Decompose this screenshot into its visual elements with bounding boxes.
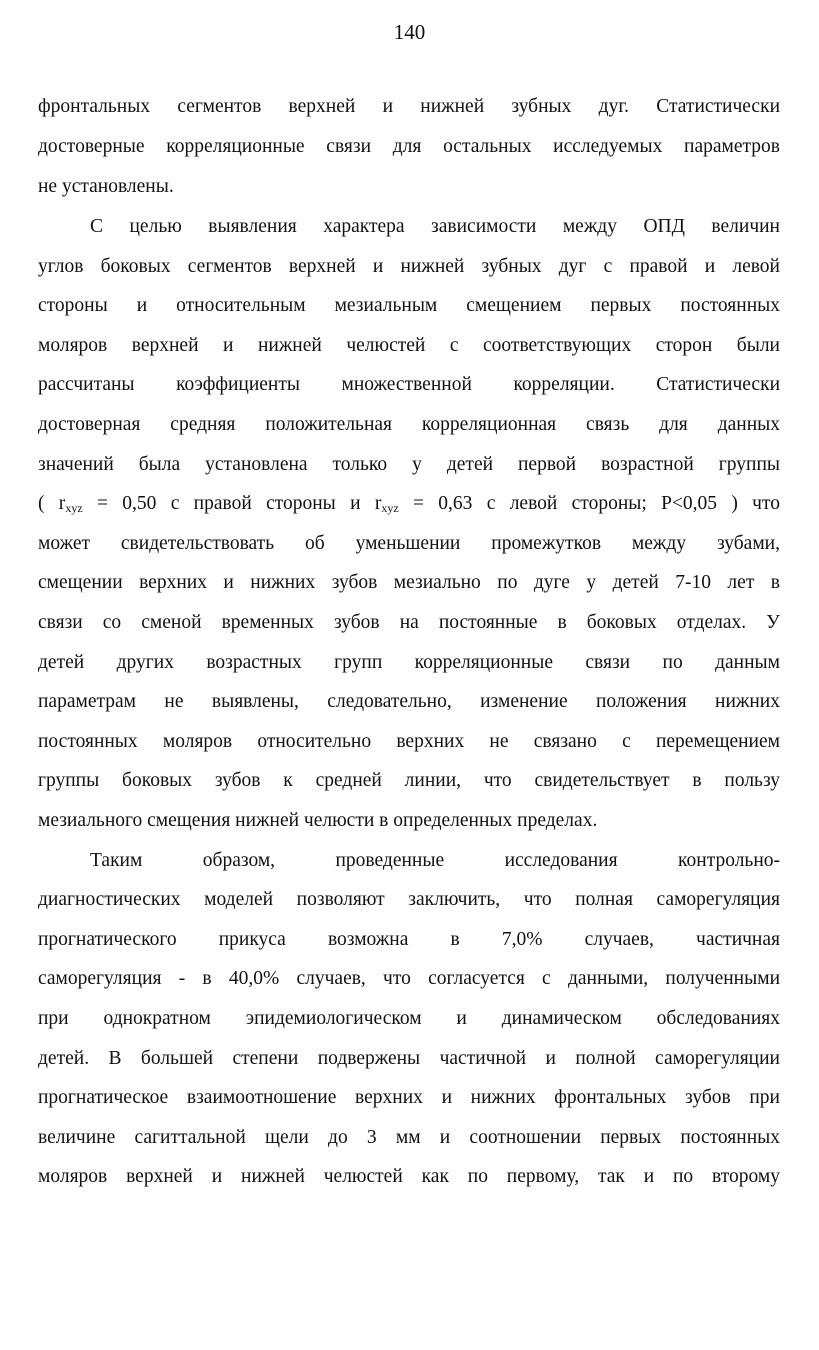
formula-line (38, 491, 780, 517)
text-line: мезиального смещения нижней челюсти в определенных пределах. (38, 810, 598, 831)
text-line: фронтальных сегментов верхней и нижней зубных дуг. Статистически (38, 96, 780, 117)
text-line: Таким образом, проведенные исследования контрольно- (90, 850, 780, 871)
text-line: значений была установлена только у детей первой возрастной группы (38, 454, 780, 475)
text-line: смещении верхних и нижних зубов мезиально по дуге у детей 7-10 лет в (38, 572, 780, 593)
text-line: достоверные корреляционные связи для остальных исследуемых параметров (38, 136, 780, 157)
text-line: детей других возрастных групп корреляционные связи по данным (38, 652, 780, 673)
text-line: диагностических моделей позволяют заключить, что полная саморегуляция (38, 889, 780, 910)
text-line: моляров верхней и нижней челюстей с соответствующих сторон были (38, 335, 780, 356)
text-line: при однократном эпидемиологическом и динамическом обследованиях (38, 1008, 780, 1029)
text-line: не установлены. (38, 176, 174, 197)
text-line: рассчитаны коэффициенты множественной корреляции. Статистически (38, 374, 780, 395)
text-line: группы боковых зубов к средней линии, что свидетельствует в пользу (38, 770, 780, 791)
text-line: детей. В большей степени подвержены частичной и полной саморегуляции (38, 1048, 780, 1069)
text-line: достоверная средняя положительная корреляционная связь для данных (38, 414, 780, 435)
text-line: величине сагиттальной щели до 3 мм и соотношении первых постоянных (38, 1127, 780, 1148)
page-number: 140 (393, 20, 426, 44)
text-line: углов боковых сегментов верхней и нижней зубных дуг с правой и левой (38, 256, 780, 277)
formula-middle: = 0,50 с правой стороны и r (82, 493, 382, 514)
text-line: прогнатическое взаимоотношение верхних и нижних фронтальных зубов при (38, 1087, 780, 1108)
formula-subscript: xyz (65, 501, 83, 515)
text-line: моляров верхней и нижней челюстей как по первому, так и по второму (38, 1166, 780, 1187)
text-line: связи со сменой временных зубов на постоянные в боковых отделах. У (38, 612, 780, 633)
text-line: стороны и относительным мезиальным смещением первых постоянных (38, 295, 780, 316)
text-line: может свидетельствовать об уменьшении промежутков между зубами, (38, 533, 780, 554)
text-line: прогнатического прикуса возможна в 7,0% случаев, частичная (38, 929, 780, 950)
formula-open: ( r (38, 493, 66, 514)
text-line: С целью выявления характера зависимости между ОПД величин (90, 216, 780, 237)
text-line: саморегуляция - в 40,0% случаев, что согласуется с данными, полученными (38, 968, 780, 989)
formula-subscript: xyz (381, 501, 399, 515)
text-line: параметрам не выявлены, следовательно, изменение положения нижних (38, 691, 780, 712)
formula-end: = 0,63 с левой стороны; P<0,05 ) что (398, 493, 780, 514)
text-line: постоянных моляров относительно верхних не связано с перемещением (38, 731, 780, 752)
